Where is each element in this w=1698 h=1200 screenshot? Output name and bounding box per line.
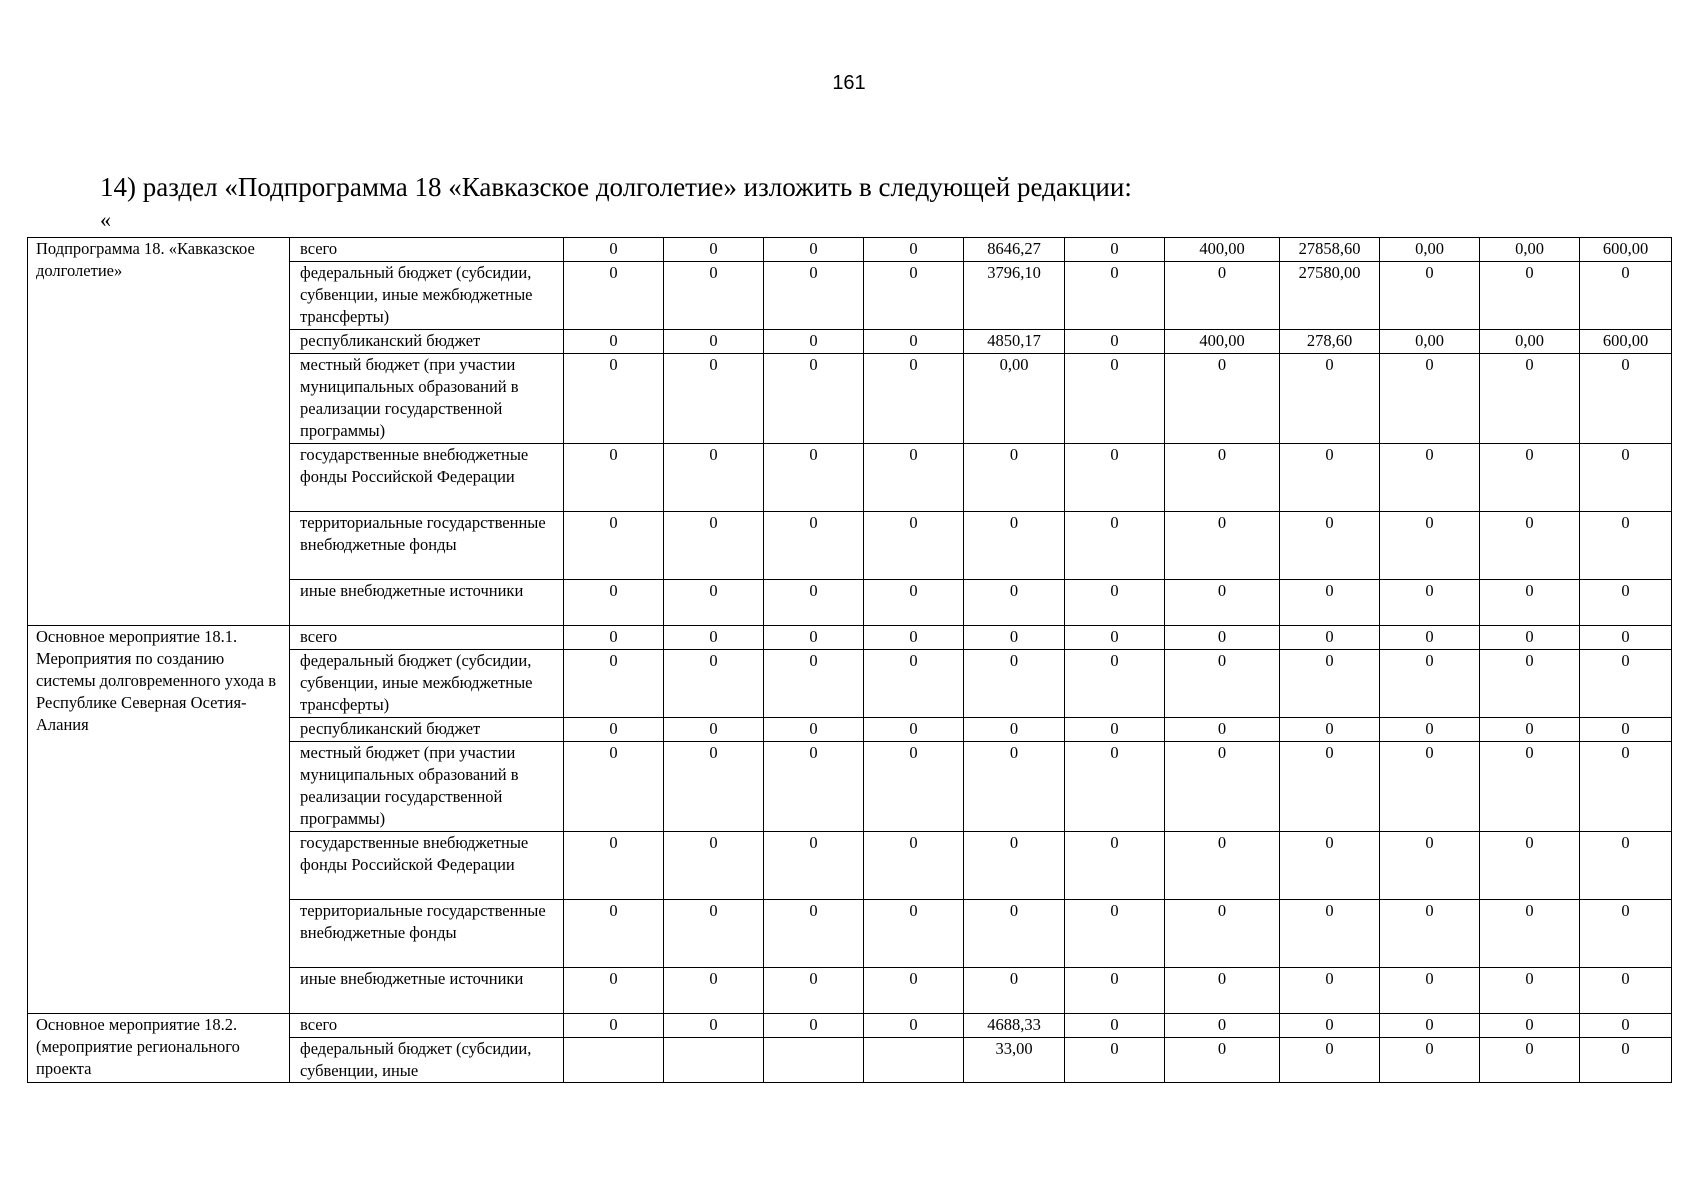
value-cell: 0 xyxy=(1580,650,1672,718)
value-cell: 0 xyxy=(1380,580,1480,626)
value-cell: 0 xyxy=(1065,742,1165,832)
value-cell: 0 xyxy=(1065,1014,1165,1038)
value-cell: 0 xyxy=(1165,512,1280,580)
value-cell xyxy=(864,1038,964,1083)
value-cell: 0 xyxy=(764,444,864,512)
value-cell: 0 xyxy=(864,900,964,968)
value-cell: 0,00 xyxy=(1480,330,1580,354)
value-cell: 0 xyxy=(664,650,764,718)
value-cell: 0 xyxy=(1280,1038,1380,1083)
value-cell: 0 xyxy=(1280,968,1380,1014)
value-cell: 0 xyxy=(964,444,1065,512)
value-cell: 0,00 xyxy=(1380,238,1480,262)
funding-source-cell: всего xyxy=(290,238,564,262)
value-cell: 0 xyxy=(564,968,664,1014)
value-cell: 0 xyxy=(1380,650,1480,718)
value-cell: 0 xyxy=(964,832,1065,900)
value-cell: 0 xyxy=(864,650,964,718)
value-cell: 0 xyxy=(1280,832,1380,900)
value-cell: 0 xyxy=(764,742,864,832)
value-cell xyxy=(664,1038,764,1083)
value-cell: 0 xyxy=(1480,718,1580,742)
value-cell: 0 xyxy=(1580,354,1672,444)
funding-source-cell: федеральный бюджет (субсидии, субвенции, иные межбюджетные трансферты) xyxy=(290,650,564,718)
value-cell: 0 xyxy=(1380,718,1480,742)
value-cell: 400,00 xyxy=(1165,238,1280,262)
value-cell: 0 xyxy=(1480,262,1580,330)
value-cell: 0 xyxy=(864,330,964,354)
value-cell: 0 xyxy=(1480,742,1580,832)
value-cell: 0 xyxy=(564,580,664,626)
value-cell: 0 xyxy=(1380,444,1480,512)
value-cell: 0 xyxy=(1165,626,1280,650)
value-cell: 0 xyxy=(764,330,864,354)
value-cell: 0 xyxy=(964,900,1065,968)
value-cell: 0 xyxy=(964,650,1065,718)
table-row xyxy=(28,238,1672,262)
value-cell: 0 xyxy=(1480,444,1580,512)
value-cell: 0 xyxy=(1280,444,1380,512)
value-cell: 0 xyxy=(764,262,864,330)
table-row xyxy=(28,626,1672,650)
value-cell: 0 xyxy=(1380,1014,1480,1038)
value-cell: 0 xyxy=(564,1014,664,1038)
value-cell: 33,00 xyxy=(964,1038,1065,1083)
value-cell: 0 xyxy=(1480,626,1580,650)
value-cell: 0 xyxy=(964,968,1065,1014)
value-cell: 0 xyxy=(564,626,664,650)
funding-source-cell: иные внебюджетные источники xyxy=(290,580,564,626)
value-cell: 0 xyxy=(564,650,664,718)
value-cell: 0 xyxy=(1280,718,1380,742)
value-cell: 0 xyxy=(1580,1014,1672,1038)
value-cell: 0 xyxy=(864,968,964,1014)
value-cell: 3796,10 xyxy=(964,262,1065,330)
value-cell: 0 xyxy=(1480,650,1580,718)
value-cell: 0,00 xyxy=(1480,238,1580,262)
value-cell: 0 xyxy=(864,444,964,512)
value-cell: 278,60 xyxy=(1280,330,1380,354)
value-cell: 0 xyxy=(1380,626,1480,650)
value-cell: 0 xyxy=(1580,580,1672,626)
value-cell: 0 xyxy=(1165,580,1280,626)
value-cell: 0 xyxy=(1380,512,1480,580)
value-cell: 0 xyxy=(664,1014,764,1038)
value-cell: 0 xyxy=(764,900,864,968)
value-cell: 0 xyxy=(1580,1038,1672,1083)
value-cell: 600,00 xyxy=(1580,330,1672,354)
value-cell: 0 xyxy=(764,1014,864,1038)
value-cell: 0 xyxy=(1065,650,1165,718)
value-cell: 0 xyxy=(664,718,764,742)
value-cell: 0 xyxy=(864,512,964,580)
value-cell: 0 xyxy=(1480,968,1580,1014)
value-cell: 0 xyxy=(564,718,664,742)
value-cell: 0 xyxy=(1165,742,1280,832)
value-cell: 0 xyxy=(864,742,964,832)
value-cell: 0 xyxy=(764,354,864,444)
value-cell: 0 xyxy=(1065,444,1165,512)
value-cell: 4688,33 xyxy=(964,1014,1065,1038)
value-cell: 0 xyxy=(1480,1038,1580,1083)
value-cell: 0 xyxy=(1380,354,1480,444)
value-cell: 0 xyxy=(1065,262,1165,330)
value-cell: 0 xyxy=(1380,262,1480,330)
value-cell: 0 xyxy=(764,718,864,742)
value-cell: 0 xyxy=(764,650,864,718)
program-name-cell: Основное мероприятие 18.2. (мероприятие регионального проекта xyxy=(28,1014,290,1083)
value-cell: 0 xyxy=(1165,968,1280,1014)
value-cell: 0 xyxy=(1380,900,1480,968)
funding-source-cell: федеральный бюджет (субсидии, субвенции, иные xyxy=(290,1038,564,1083)
value-cell: 0 xyxy=(1380,968,1480,1014)
value-cell: 0 xyxy=(764,626,864,650)
value-cell: 0 xyxy=(1165,900,1280,968)
value-cell: 0 xyxy=(1480,1014,1580,1038)
budget-table-body xyxy=(28,238,1672,1083)
value-cell: 8646,27 xyxy=(964,238,1065,262)
value-cell: 0 xyxy=(764,512,864,580)
value-cell: 0 xyxy=(1480,832,1580,900)
value-cell: 0 xyxy=(664,262,764,330)
funding-source-cell: государственные внебюджетные фонды Российской Федерации xyxy=(290,444,564,512)
value-cell: 0 xyxy=(1065,238,1165,262)
funding-source-cell: местный бюджет (при участии муниципальных образований в реализации государственной программы) xyxy=(290,354,564,444)
value-cell: 0 xyxy=(664,330,764,354)
value-cell: 0 xyxy=(564,742,664,832)
value-cell: 0 xyxy=(564,512,664,580)
value-cell: 0 xyxy=(1280,742,1380,832)
value-cell: 0 xyxy=(1065,580,1165,626)
value-cell: 27580,00 xyxy=(1280,262,1380,330)
funding-source-cell: государственные внебюджетные фонды Российской Федерации xyxy=(290,832,564,900)
value-cell: 0 xyxy=(1065,1038,1165,1083)
value-cell: 0 xyxy=(664,832,764,900)
value-cell: 0 xyxy=(1280,626,1380,650)
value-cell xyxy=(564,1038,664,1083)
opening-quote: « xyxy=(100,207,111,232)
value-cell: 0 xyxy=(1380,832,1480,900)
value-cell: 0 xyxy=(664,742,764,832)
value-cell: 0 xyxy=(764,968,864,1014)
value-cell: 0 xyxy=(1165,354,1280,444)
value-cell: 0 xyxy=(864,626,964,650)
value-cell: 0 xyxy=(1165,1038,1280,1083)
funding-source-cell: федеральный бюджет (субсидии, субвенции, иные межбюджетные трансферты) xyxy=(290,262,564,330)
value-cell: 0 xyxy=(1065,718,1165,742)
value-cell: 0 xyxy=(1165,1014,1280,1038)
value-cell: 0 xyxy=(1480,900,1580,968)
value-cell: 0,00 xyxy=(1380,330,1480,354)
funding-source-cell: республиканский бюджет xyxy=(290,718,564,742)
value-cell: 0 xyxy=(664,512,764,580)
funding-source-cell: иные внебюджетные источники xyxy=(290,968,564,1014)
value-cell: 0 xyxy=(864,354,964,444)
value-cell: 0 xyxy=(1480,354,1580,444)
program-name-cell: Подпрограмма 18. «Кавказское долголетие» xyxy=(28,238,290,626)
value-cell: 0 xyxy=(964,626,1065,650)
value-cell: 0 xyxy=(764,580,864,626)
value-cell: 600,00 xyxy=(1580,238,1672,262)
value-cell: 0 xyxy=(864,718,964,742)
value-cell: 0 xyxy=(1065,832,1165,900)
value-cell: 0 xyxy=(1165,832,1280,900)
value-cell: 0 xyxy=(964,580,1065,626)
value-cell: 0 xyxy=(1580,262,1672,330)
value-cell: 0 xyxy=(1480,512,1580,580)
value-cell: 0 xyxy=(664,238,764,262)
value-cell: 0 xyxy=(1065,968,1165,1014)
funding-source-cell: территориальные государственные внебюджетные фонды xyxy=(290,512,564,580)
value-cell: 0 xyxy=(1065,626,1165,650)
funding-source-cell: территориальные государственные внебюджетные фонды xyxy=(290,900,564,968)
value-cell: 0 xyxy=(564,444,664,512)
value-cell: 0 xyxy=(664,626,764,650)
value-cell: 0 xyxy=(1065,354,1165,444)
value-cell: 0 xyxy=(1580,900,1672,968)
budget-table xyxy=(27,237,1672,1083)
value-cell: 0 xyxy=(664,900,764,968)
value-cell: 0 xyxy=(1165,262,1280,330)
value-cell: 0 xyxy=(864,238,964,262)
value-cell: 0 xyxy=(964,512,1065,580)
funding-source-cell: местный бюджет (при участии муниципальных образований в реализации государственной программы) xyxy=(290,742,564,832)
value-cell: 4850,17 xyxy=(964,330,1065,354)
value-cell: 0 xyxy=(864,1014,964,1038)
value-cell: 0 xyxy=(964,742,1065,832)
value-cell: 0 xyxy=(1580,968,1672,1014)
value-cell: 0 xyxy=(1580,626,1672,650)
value-cell xyxy=(764,1038,864,1083)
value-cell: 0 xyxy=(1065,330,1165,354)
value-cell: 0 xyxy=(1380,742,1480,832)
value-cell: 0 xyxy=(664,580,764,626)
value-cell: 0 xyxy=(1280,354,1380,444)
value-cell: 0 xyxy=(1580,444,1672,512)
value-cell: 0 xyxy=(864,580,964,626)
value-cell: 0 xyxy=(1280,512,1380,580)
value-cell: 0 xyxy=(664,444,764,512)
value-cell: 0 xyxy=(564,330,664,354)
value-cell: 0 xyxy=(1580,718,1672,742)
value-cell: 0,00 xyxy=(964,354,1065,444)
value-cell: 0 xyxy=(1580,742,1672,832)
value-cell: 0 xyxy=(564,262,664,330)
page-number: 161 xyxy=(832,72,866,94)
value-cell: 0 xyxy=(1165,444,1280,512)
value-cell: 0 xyxy=(764,832,864,900)
value-cell: 0 xyxy=(664,354,764,444)
program-name-cell: Основное мероприятие 18.1. Мероприятия по созданию системы долговременного ухода в Республике Северная Осетия-Алания xyxy=(28,626,290,1014)
section-heading: 14) раздел «Подпрограмма 18 «Кавказское долголетие» изложить в следующей редакции: xyxy=(100,172,1132,202)
table-row xyxy=(28,1014,1672,1038)
value-cell: 0 xyxy=(1480,580,1580,626)
value-cell: 0 xyxy=(564,238,664,262)
value-cell: 0 xyxy=(1280,900,1380,968)
value-cell: 0 xyxy=(1280,580,1380,626)
value-cell: 0 xyxy=(1165,718,1280,742)
funding-source-cell: всего xyxy=(290,626,564,650)
value-cell: 0 xyxy=(564,354,664,444)
value-cell: 0 xyxy=(1580,512,1672,580)
value-cell: 0 xyxy=(1580,832,1672,900)
value-cell: 27858,60 xyxy=(1280,238,1380,262)
value-cell: 0 xyxy=(964,718,1065,742)
value-cell: 0 xyxy=(1280,1014,1380,1038)
value-cell: 0 xyxy=(764,238,864,262)
value-cell: 0 xyxy=(1280,650,1380,718)
funding-source-cell: республиканский бюджет xyxy=(290,330,564,354)
value-cell: 400,00 xyxy=(1165,330,1280,354)
value-cell: 0 xyxy=(864,262,964,330)
value-cell: 0 xyxy=(1065,900,1165,968)
value-cell: 0 xyxy=(1165,650,1280,718)
value-cell: 0 xyxy=(1065,512,1165,580)
value-cell: 0 xyxy=(664,968,764,1014)
value-cell: 0 xyxy=(864,832,964,900)
value-cell: 0 xyxy=(564,900,664,968)
value-cell: 0 xyxy=(564,832,664,900)
funding-source-cell: всего xyxy=(290,1014,564,1038)
value-cell: 0 xyxy=(1380,1038,1480,1083)
